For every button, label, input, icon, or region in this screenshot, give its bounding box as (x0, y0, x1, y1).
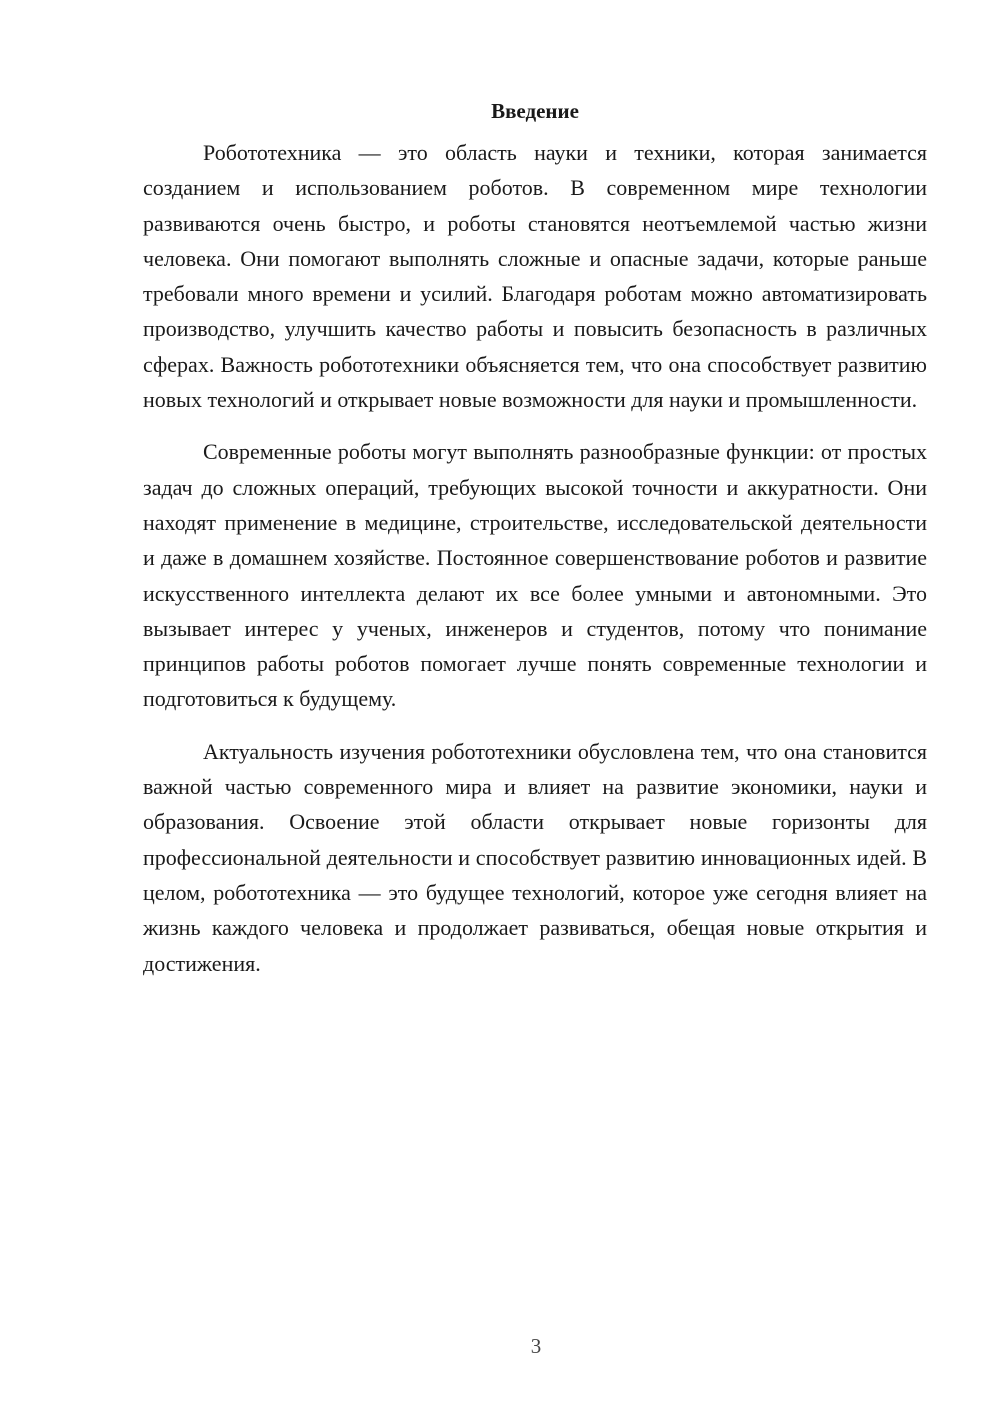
section-heading: Введение (491, 99, 579, 123)
page-number: 3 (530, 1334, 542, 1358)
page-content (143, 94, 927, 981)
paragraph-3: Актуальность изучения робототехники обусловлена тем, что она становится важной частью современного мира и влияет на развитие экономики, науки и образования. Освоение этой области открывает новые горизонты для профессиональной деятельности и способствует развитию инновационных идей. В целом, робототехника — это будущее технологий, которое уже сегодня влияет на жизнь каждого человека и продолжает развиваться, обещая новые открытия и достижения. (143, 738, 927, 976)
paragraph-2: Современные роботы могут выполнять разнообразные функции: от простых задач до сложных операций, требующих высокой точности и аккуратности. Они находят применение в медицине, строительстве, исследовательской деятельности и даже в домашнем хозяйстве. Постоянное совершенствование роботов и развитие искусственного интеллекта делают их все более умными и автономными. Это вызывает интерес у ученых, инженеров и студентов, потому что понимание принципов работы роботов помогает лучше понять современные технологии и подготовиться к будущему. (143, 439, 927, 712)
paragraph-1: Робототехника — это область науки и техники, которая занимается созданием и использованием роботов. В современном мире технологии развиваются очень быстро, и роботы становятся неотъемлемой частью жизни человека. Они помогают выполнять сложные и опасные задачи, которые раньше требовали много времени и усилий. Благодаря роботам можно автоматизировать производство, улучшить качество работы и повысить безопасность в различных сферах. Важность робототехники объясняется тем, что она способствует развитию новых технологий и открывает новые возможности для науки и промышленности. (143, 140, 927, 413)
